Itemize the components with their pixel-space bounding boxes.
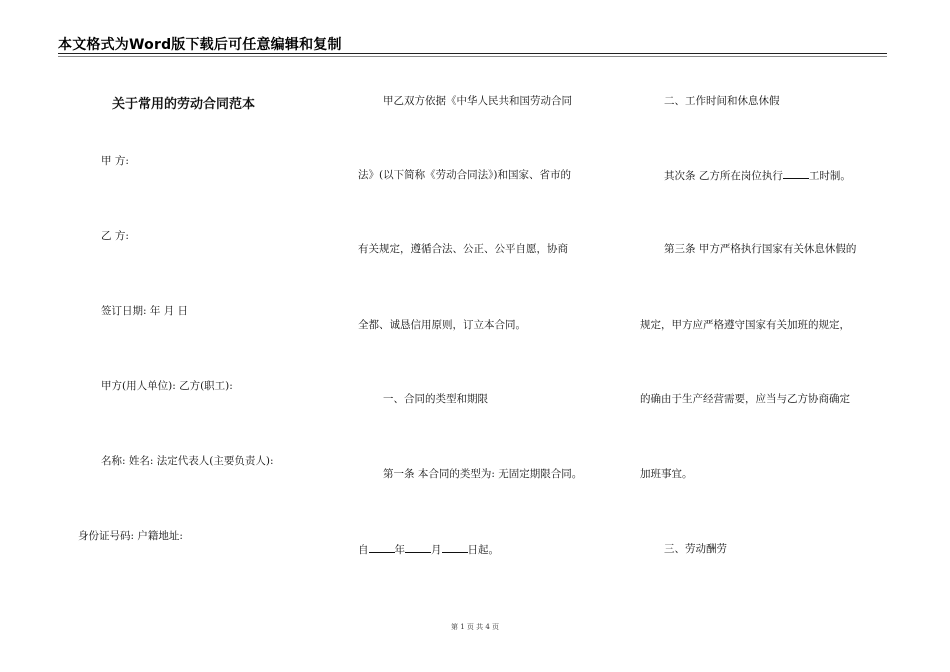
year-label: 年 <box>394 544 405 556</box>
roles-label: 甲方(用人单位): 乙方(职工): <box>101 380 233 392</box>
header-rule-thin <box>58 56 887 57</box>
section-2-heading: 二、工作时间和休息休假 <box>664 95 780 107</box>
id-address-label: 身份证号码: 户籍地址: <box>78 530 183 542</box>
section-3-heading: 三、劳动酬劳 <box>664 543 727 555</box>
article-1: 第一条 本合同的类型为: 无固定期限合同。 <box>383 468 583 480</box>
document-title: 关于常用的劳动合同范本 <box>112 97 256 112</box>
names-label: 名称: 姓名: 法定代表人(主要负责人): <box>101 455 274 467</box>
from-prefix: 自 <box>358 544 369 556</box>
party-a-label: 甲 方: <box>101 155 129 167</box>
article-2-prefix: 其次条 乙方所在岗位执行 <box>664 170 783 182</box>
preamble-line-2: 法》(以下简称《劳动合同法》)和国家、省市的 <box>358 169 571 181</box>
preamble-line-4: 全都、诚恳信用原则，订立本合同。 <box>358 319 526 331</box>
day-blank <box>442 542 468 553</box>
article-3-line-4: 加班事宜。 <box>640 468 693 480</box>
month-blank <box>405 542 431 553</box>
article-2 <box>664 168 851 183</box>
preamble-line-1: 甲乙双方依据《中华人民共和国劳动合同 <box>383 95 572 107</box>
article-3-line-3: 的确由于生产经营需要，应当与乙方协商确定 <box>640 393 850 405</box>
article-2-suffix: 工时制。 <box>808 170 851 182</box>
year-blank <box>369 542 395 553</box>
sign-date-label: 签订日期: 年 月 日 <box>101 305 189 317</box>
day-label: 日起。 <box>467 544 499 556</box>
article-3-line-2: 规定，甲方应严格遵守国家有关加班的规定， <box>640 319 850 331</box>
article-3: 第三条 甲方严格执行国家有关休息休假的 <box>664 243 857 255</box>
section-1-heading: 一、合同的类型和期限 <box>383 393 488 405</box>
document-header: 本文格式为Word版下载后可任意编辑和复制 <box>58 37 342 53</box>
preamble-line-3: 有关规定，遵循合法、公正、公平自愿，协商 <box>358 243 568 255</box>
month-label: 月 <box>431 544 442 556</box>
party-b-label: 乙 方: <box>101 230 129 242</box>
work-hours-blank <box>783 168 809 179</box>
contract-start-date <box>358 542 499 557</box>
header-rule <box>58 53 887 54</box>
page-footer: 第 1 页 共 4 页 <box>450 623 500 631</box>
